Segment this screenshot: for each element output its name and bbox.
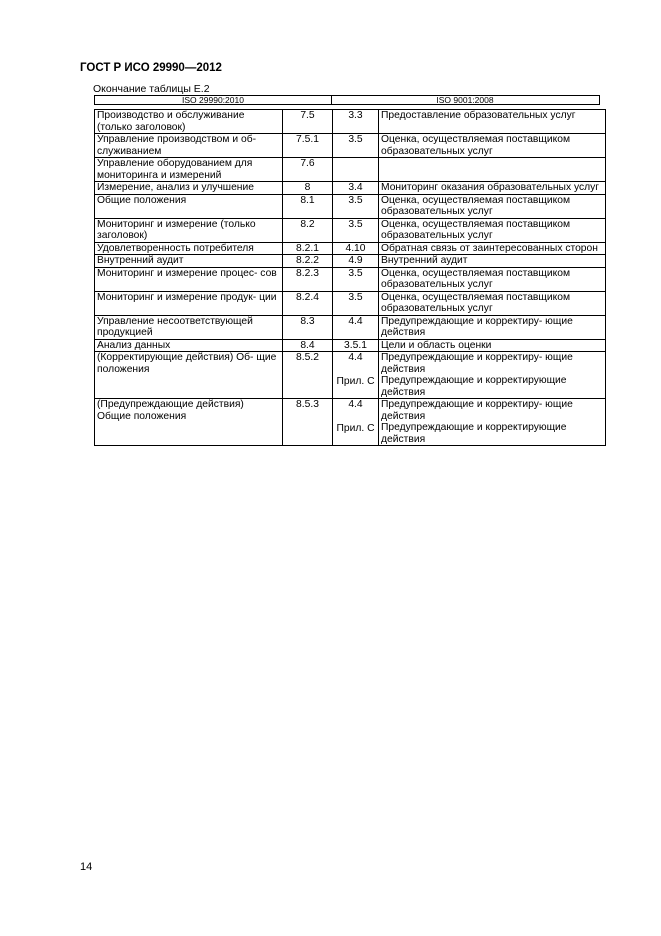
iso9001-title (379, 352, 606, 399)
iso9001-title: Внутренний аудит (379, 255, 606, 268)
iso29990-title: Удовлетворенность потребителя (95, 242, 283, 255)
iso29990-title: (Корректирующие действия) Об- щие положения (95, 352, 283, 399)
table-row (95, 267, 606, 291)
iso9001-title-annex: Предупреждающие и корректирующие действия (381, 422, 567, 445)
iso29990-clause: 8.2.3 (283, 267, 333, 291)
iso9001-clause: 3.4 (333, 182, 379, 195)
iso9001-title: Предоставление образовательных услуг (379, 110, 606, 134)
iso9001-title: Оценка, осуществляемая поставщиком образовательных услуг (379, 218, 606, 242)
table-row (95, 352, 606, 399)
table-row (95, 339, 606, 352)
table-row (95, 315, 606, 339)
iso9001-title: Предупреждающие и корректиру- ющие действия (379, 315, 606, 339)
iso29990-title: Мониторинг и измерение процес- сов (95, 267, 283, 291)
iso9001-clause: 4.10 (333, 242, 379, 255)
iso9001-title: Оценка, осуществляемая поставщиком образовательных услуг (379, 134, 606, 158)
iso29990-clause: 8.2.2 (283, 255, 333, 268)
iso29990-title: (Предупреждающие действия) Общие положения (95, 399, 283, 446)
iso29990-clause: 8.2 (283, 218, 333, 242)
iso29990-clause: 7.5.1 (283, 134, 333, 158)
iso9001-clause: 3.5 (333, 194, 379, 218)
page-number: 14 (80, 861, 93, 873)
iso9001-title (379, 399, 606, 446)
table-row (95, 399, 606, 446)
iso29990-clause: 8.3 (283, 315, 333, 339)
iso9001-clause: 3.5.1 (333, 339, 379, 352)
iso9001-title: Оценка, осуществляемая поставщиком образовательных услуг (379, 194, 606, 218)
iso29990-clause: 8 (283, 182, 333, 195)
iso29990-title: Измерение, анализ и улучшение (95, 182, 283, 195)
iso9001-title-annex: Предупреждающие и корректирующие действия (381, 375, 567, 398)
iso9001-clause (333, 158, 379, 182)
iso9001-title: Оценка, осуществляемая поставщиком образовательных услуг (379, 291, 606, 315)
iso9001-title: Цели и область оценки (379, 339, 606, 352)
column-header-iso9001: ISO 9001:2008 (436, 95, 494, 105)
iso29990-clause: 8.2.1 (283, 242, 333, 255)
table-header (94, 95, 600, 105)
iso29990-title: Внутренний аудит (95, 255, 283, 268)
iso29990-title: Общие положения (95, 194, 283, 218)
iso29990-clause: 7.5 (283, 110, 333, 134)
table-row (95, 194, 606, 218)
iso9001-clause: 3.3 (333, 110, 379, 134)
iso9001-title: Оценка, осуществляемая поставщиком образовательных услуг (379, 267, 606, 291)
iso9001-clause: 4.4 (333, 315, 379, 339)
table-row (95, 158, 606, 182)
iso9001-clause (333, 399, 379, 446)
iso29990-title: Производство и обслуживание (только заголовок) (95, 110, 283, 134)
iso9001-clause-annex: Прил. С (336, 422, 375, 434)
iso9001-clause-annex: Прил. С (336, 375, 375, 387)
iso9001-clause: 3.5 (333, 134, 379, 158)
iso9001-clause-primary: 4.4 (348, 352, 363, 363)
iso9001-title-primary: Предупреждающие и корректиру- ющие действия (381, 352, 573, 375)
table-row (95, 218, 606, 242)
table-row (95, 110, 606, 134)
iso29990-clause: 8.5.2 (283, 352, 333, 399)
iso29990-title: Анализ данных (95, 339, 283, 352)
table-row (95, 255, 606, 268)
iso29990-clause: 7.6 (283, 158, 333, 182)
iso29990-title: Управление производством и об- служиванием (95, 134, 283, 158)
iso29990-title: Мониторинг и измерение (только заголовок) (95, 218, 283, 242)
iso9001-clause-primary: 4.4 (348, 399, 363, 410)
iso9001-clause: 3.5 (333, 291, 379, 315)
column-header-iso29990: ISO 29990:2010 (182, 95, 244, 105)
table-caption: Окончание таблицы Е.2 (93, 83, 210, 95)
iso29990-title: Мониторинг и измерение продук- ции (95, 291, 283, 315)
iso29990-clause: 8.2.4 (283, 291, 333, 315)
iso9001-clause (333, 352, 379, 399)
iso9001-clause: 4.9 (333, 255, 379, 268)
iso9001-clause: 3.5 (333, 218, 379, 242)
table-row (95, 182, 606, 195)
iso9001-title-primary: Предупреждающие и корректиру- ющие действия (381, 399, 573, 422)
iso29990-title: Управление оборудованием для мониторинга и измерений (95, 158, 283, 182)
iso29990-clause: 8.5.3 (283, 399, 333, 446)
iso9001-title (379, 158, 606, 182)
iso9001-title: Мониторинг оказания образовательных услуг (379, 182, 606, 195)
iso9001-clause: 3.5 (333, 267, 379, 291)
document-code: ГОСТ Р ИСО 29990—2012 (80, 62, 222, 74)
correspondence-table (94, 109, 606, 446)
iso9001-title: Обратная связь от заинтересованных сторон (379, 242, 606, 255)
table-row (95, 291, 606, 315)
table-row (95, 134, 606, 158)
iso29990-clause: 8.1 (283, 194, 333, 218)
iso29990-title: Управление несоответствующей продукцией (95, 315, 283, 339)
iso29990-clause: 8.4 (283, 339, 333, 352)
table-row (95, 242, 606, 255)
